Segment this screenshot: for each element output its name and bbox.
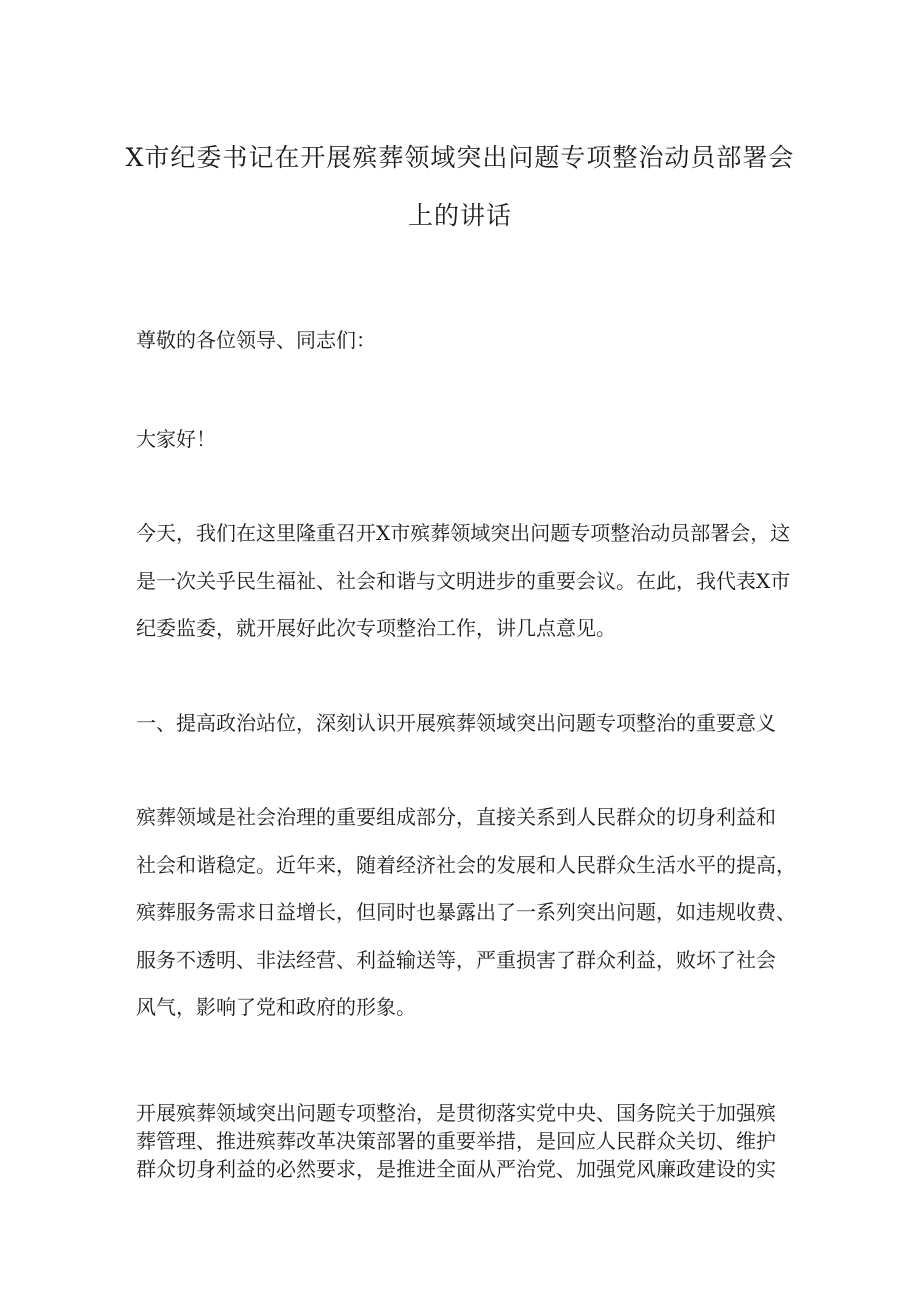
para1-line-2: 社会和谐稳定。近年来，随着经济社会的发展和人民群众生活水平的提高， [136, 853, 796, 877]
section-heading: 一、提高政治站位，深刻认识开展殡葬领域突出问题专项整治的重要意义 [136, 711, 776, 735]
para1-line-4: 服务不透明、非法经营、利益输送等，严重损害了群众利益，败坏了社会 [136, 948, 776, 972]
greeting: 大家好！ [136, 427, 216, 451]
para2-line-3: 群众切身利益的必然要求，是推进全面从严治党、加强党风廉政建设的实 [136, 1157, 776, 1181]
intro-line-1: 今天，我们在这里隆重召开X市殡葬领域突出问题专项整治动员部署会，这 [136, 521, 791, 545]
para1-line-5: 风气，影响了党和政府的形象。 [136, 995, 416, 1019]
salutation: 尊敬的各位领导、同志们： [136, 328, 376, 352]
para1-line-3: 殡葬服务需求日益增长，但同时也暴露出了一系列突出问题，如违规收费、 [136, 900, 796, 924]
document-title-line-2: 上的讲话 [407, 201, 512, 230]
para2-line-2: 葬管理、推进殡葬改革决策部署的重要举措，是回应人民群众关切、维护 [136, 1129, 776, 1153]
para1-line-1: 殡葬领域是社会治理的重要组成部分，直接关系到人民群众的切身利益和 [136, 805, 776, 829]
para2-line-1: 开展殡葬领域突出问题专项整治，是贯彻落实党中央、国务院关于加强殡 [136, 1101, 776, 1125]
document-title-line-1: X市纪委书记在开展殡葬领域突出问题专项整治动员部署会 [125, 143, 795, 172]
intro-line-2: 是一次关乎民生福祉、社会和谐与文明进步的重要会议。在此，我代表X市 [136, 569, 791, 593]
intro-line-3: 纪委监委，就开展好此次专项整治工作，讲几点意见。 [136, 616, 616, 640]
